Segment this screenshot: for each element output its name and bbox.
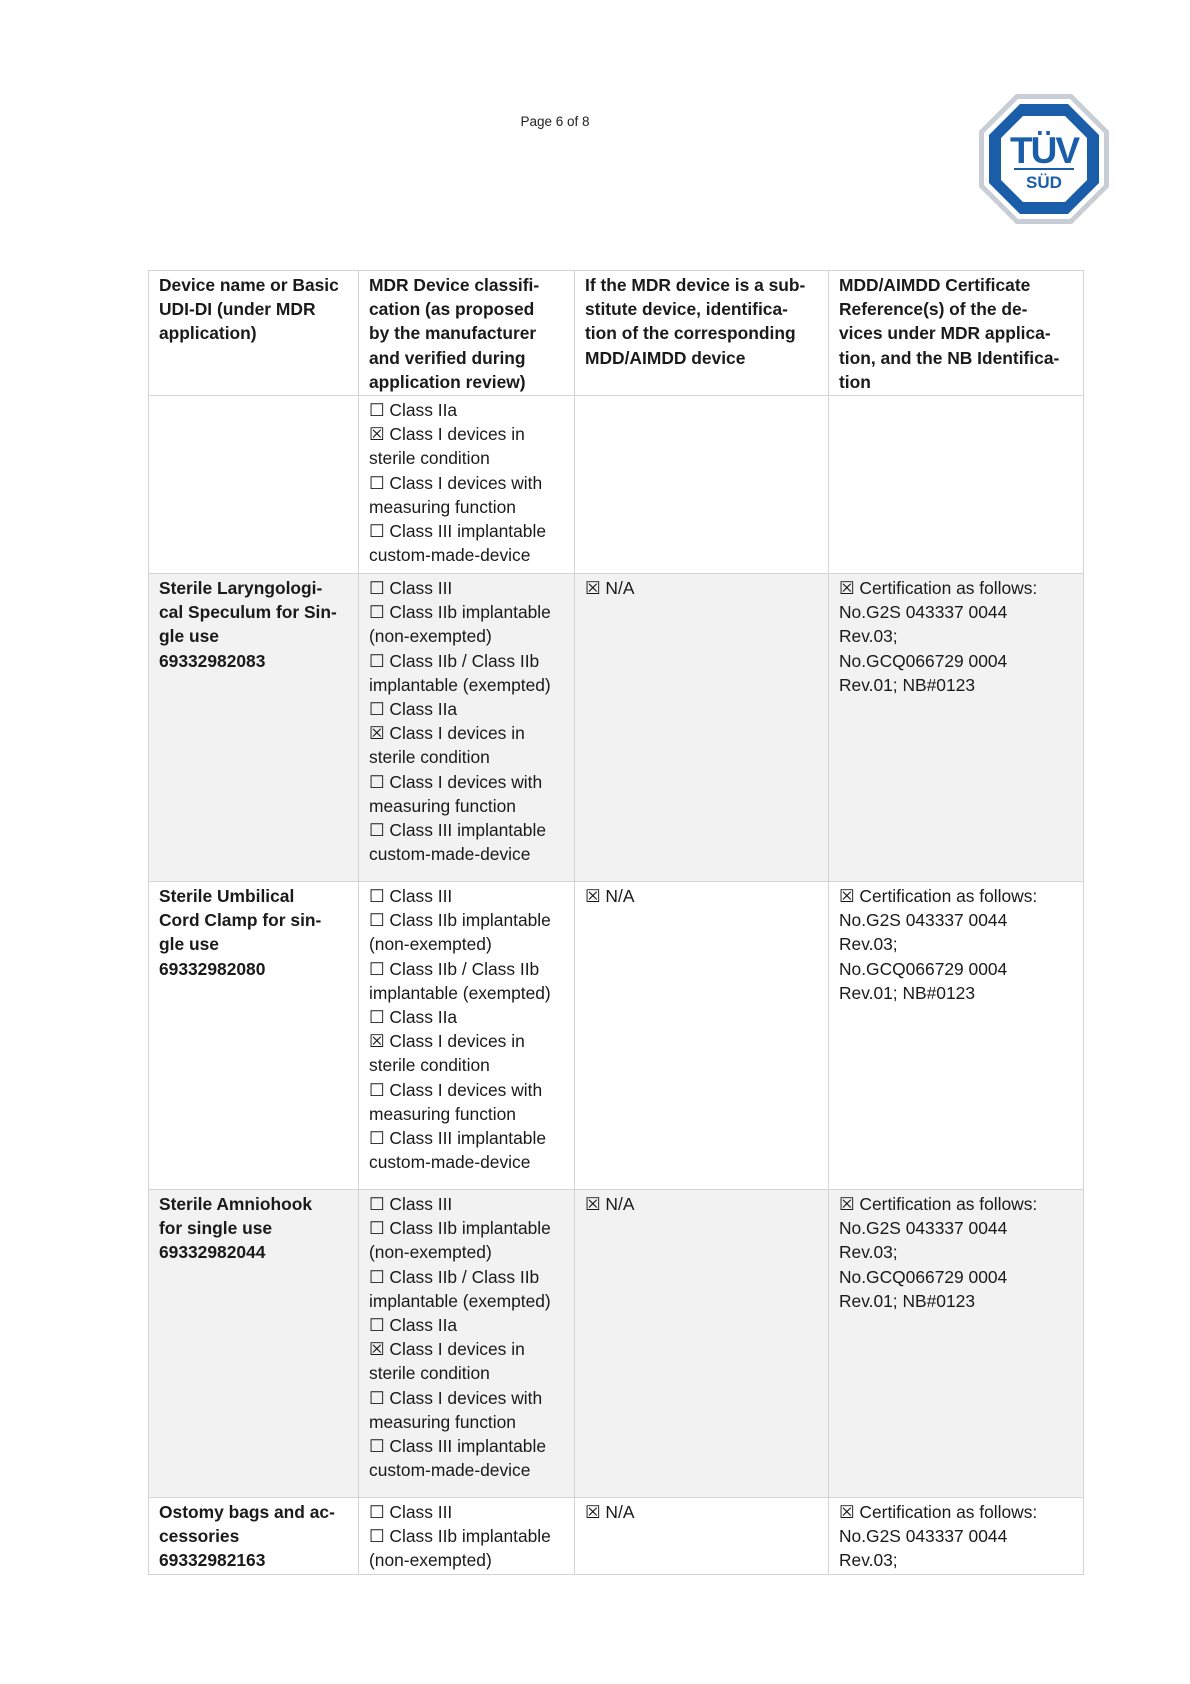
classification-line: ☐ Class I devices with	[369, 1079, 543, 1100]
certificate-line: Rev.01; NB#0123	[839, 1290, 975, 1311]
classification-line: ☐ Class IIa	[369, 400, 458, 421]
certificate-cell	[829, 396, 1084, 574]
certificate-line: ☒ Certification as follows:	[839, 886, 1038, 907]
device-name: for single use	[159, 1218, 273, 1239]
svg-text:SÜD: SÜD	[1026, 173, 1062, 192]
header-line: If the MDR device is a sub-	[585, 275, 806, 295]
certificate-line: ☒ Certification as follows:	[839, 578, 1038, 599]
classification-line: (non-exempted)	[369, 1550, 492, 1571]
classification-line: measuring function	[369, 795, 516, 816]
classification-line: ☐ Class IIa	[369, 1315, 458, 1336]
classification-cell	[359, 882, 575, 1190]
device-name: Sterile Umbilical	[159, 886, 295, 907]
header-line: UDI-DI (under MDR	[159, 299, 316, 320]
classification-line: implantable (exempted)	[369, 674, 551, 695]
substitute-cell	[575, 396, 829, 574]
device-name-cell	[149, 882, 359, 1190]
header-line: tion of the corresponding	[585, 323, 796, 344]
device-udi-id: 69332982044	[159, 1242, 266, 1263]
device-name: Sterile Amniohook	[159, 1194, 312, 1215]
classification-line: ☐ Class IIb / Class IIb	[369, 650, 540, 671]
certificate-line: No.G2S 043337 0044	[839, 602, 1008, 623]
classification-line: custom-made-device	[369, 844, 531, 865]
certificate-line: No.G2S 043337 0044	[839, 1218, 1008, 1239]
device-name: gle use	[159, 934, 219, 955]
classification-line: ☐ Class III implantable	[369, 1436, 547, 1457]
certificate-cell	[829, 574, 1084, 882]
classification-line: measuring function	[369, 1411, 516, 1432]
table-row	[149, 882, 1084, 1190]
certificate-line: No.GCQ066729 0004	[839, 1266, 1008, 1287]
classification-line: ☒ Class I devices in	[369, 424, 525, 445]
classification-line: sterile condition	[369, 448, 490, 469]
classification-line: ☒ Class I devices in	[369, 723, 525, 744]
substitute-value: ☒ N/A	[585, 1502, 635, 1523]
classification-line: ☐ Class IIa	[369, 1007, 458, 1028]
device-name-cell	[149, 396, 359, 574]
device-name-cell	[149, 1190, 359, 1498]
classification-line: ☐ Class IIb / Class IIb	[369, 1266, 540, 1287]
header-line: tion	[839, 371, 871, 392]
classification-line: ☐ Class I devices with	[369, 1387, 543, 1408]
device-name: cessories	[159, 1526, 240, 1547]
classification-line: ☐ Class III	[369, 1502, 453, 1523]
device-name: Sterile Laryngologi-	[159, 578, 323, 599]
table-row	[149, 1498, 1084, 1575]
certificate-line: No.G2S 043337 0044	[839, 1526, 1008, 1547]
header-line: application)	[159, 323, 257, 344]
header-line: MDR Device classifi-	[369, 275, 540, 295]
device-name: gle use	[159, 626, 219, 647]
classification-line: implantable (exempted)	[369, 1290, 551, 1311]
device-name: cal Speculum for Sin-	[159, 602, 337, 623]
classification-line: ☐ Class III implantable	[369, 1128, 547, 1149]
header-line: application review)	[369, 371, 526, 392]
header-line: vices under MDR applica-	[839, 323, 1051, 344]
classification-line: ☐ Class I devices with	[369, 472, 543, 493]
certificate-cell	[829, 882, 1084, 1190]
header-substitute-device	[575, 271, 829, 396]
classification-line: ☐ Class III	[369, 1194, 453, 1215]
device-udi-id: 69332982080	[159, 958, 266, 979]
table-header-row	[149, 271, 1084, 396]
header-line: cation (as proposed	[369, 299, 535, 320]
classification-cell	[359, 396, 575, 574]
classification-line: custom-made-device	[369, 1152, 531, 1173]
classification-line: custom-made-device	[369, 1460, 531, 1481]
table-row	[149, 1190, 1084, 1498]
certificate-line: Rev.01; NB#0123	[839, 982, 975, 1003]
classification-line: ☐ Class IIb implantable	[369, 910, 551, 931]
classification-line: ☒ Class I devices in	[369, 1339, 525, 1360]
certificate-line: Rev.03;	[839, 626, 898, 647]
substitute-cell	[575, 882, 829, 1190]
substitute-value: ☒ N/A	[585, 578, 635, 599]
classification-cell	[359, 1190, 575, 1498]
classification-line: ☒ Class I devices in	[369, 1031, 525, 1052]
classification-line: ☐ Class IIb implantable	[369, 1526, 551, 1547]
classification-line: sterile condition	[369, 1055, 490, 1076]
certificate-line: No.G2S 043337 0044	[839, 910, 1008, 931]
table-row	[149, 574, 1084, 882]
classification-line: ☐ Class IIb implantable	[369, 602, 551, 623]
header-line: stitute device, identifica-	[585, 299, 788, 320]
table-row	[149, 396, 1084, 574]
page-number: Page 6 of 8	[520, 114, 590, 129]
certificate-line: Rev.03;	[839, 1550, 898, 1571]
header-line: Reference(s) of the de-	[839, 299, 1028, 320]
substitute-cell	[575, 574, 829, 882]
device-name-cell	[149, 574, 359, 882]
certificate-line: No.GCQ066729 0004	[839, 958, 1008, 979]
certificate-line: ☒ Certification as follows:	[839, 1502, 1038, 1523]
classification-line: ☐ Class IIa	[369, 699, 458, 720]
classification-line: implantable (exempted)	[369, 982, 551, 1003]
certificate-line: Rev.01; NB#0123	[839, 674, 975, 695]
classification-cell	[359, 1498, 575, 1575]
classification-line: (non-exempted)	[369, 934, 492, 955]
certificate-line: Rev.03;	[839, 1242, 898, 1263]
device-name: Ostomy bags and ac-	[159, 1502, 335, 1523]
classification-line: ☐ Class III implantable	[369, 820, 547, 841]
classification-line: sterile condition	[369, 1363, 490, 1384]
classification-line: sterile condition	[369, 747, 490, 768]
header-line: and verified during	[369, 347, 526, 368]
device-udi-id: 69332982163	[159, 1550, 266, 1571]
certificate-cell	[829, 1190, 1084, 1498]
classification-line: ☐ Class IIb implantable	[369, 1218, 551, 1239]
classification-line: custom-made-device	[369, 545, 531, 566]
classification-line: (non-exempted)	[369, 626, 492, 647]
classification-line: ☐ Class III	[369, 578, 453, 599]
tuv-sud-logo	[977, 92, 1111, 226]
header-line: Device name or Basic	[159, 275, 339, 295]
substitute-cell	[575, 1498, 829, 1575]
device-name: Cord Clamp for sin-	[159, 910, 322, 931]
substitute-cell	[575, 1190, 829, 1498]
certificate-line: No.GCQ066729 0004	[839, 650, 1008, 671]
header-certificate-reference	[829, 271, 1084, 396]
classification-line: ☐ Class III	[369, 886, 453, 907]
header-line: tion, and the NB Identifica-	[839, 347, 1060, 368]
header-line: MDD/AIMDD Certificate	[839, 275, 1031, 295]
classification-line: measuring function	[369, 496, 516, 517]
classification-cell	[359, 574, 575, 882]
certificate-line: ☒ Certification as follows:	[839, 1194, 1038, 1215]
header-line: by the manufacturer	[369, 323, 537, 344]
classification-line: ☐ Class III implantable	[369, 521, 547, 542]
certificate-line: Rev.03;	[839, 934, 898, 955]
classification-line: ☐ Class I devices with	[369, 771, 543, 792]
device-udi-id: 69332982083	[159, 650, 266, 671]
classification-line: measuring function	[369, 1103, 516, 1124]
classification-line: ☐ Class IIb / Class IIb	[369, 958, 540, 979]
certificate-cell	[829, 1498, 1084, 1575]
svg-text:TÜV: TÜV	[1010, 130, 1078, 171]
certificate-device-table	[148, 270, 1084, 1575]
header-line: MDD/AIMDD device	[585, 347, 746, 368]
substitute-value: ☒ N/A	[585, 886, 635, 907]
header-mdr-classification	[359, 271, 575, 396]
device-name-cell	[149, 1498, 359, 1575]
classification-line: (non-exempted)	[369, 1242, 492, 1263]
header-device-name	[149, 271, 359, 396]
substitute-value: ☒ N/A	[585, 1194, 635, 1215]
